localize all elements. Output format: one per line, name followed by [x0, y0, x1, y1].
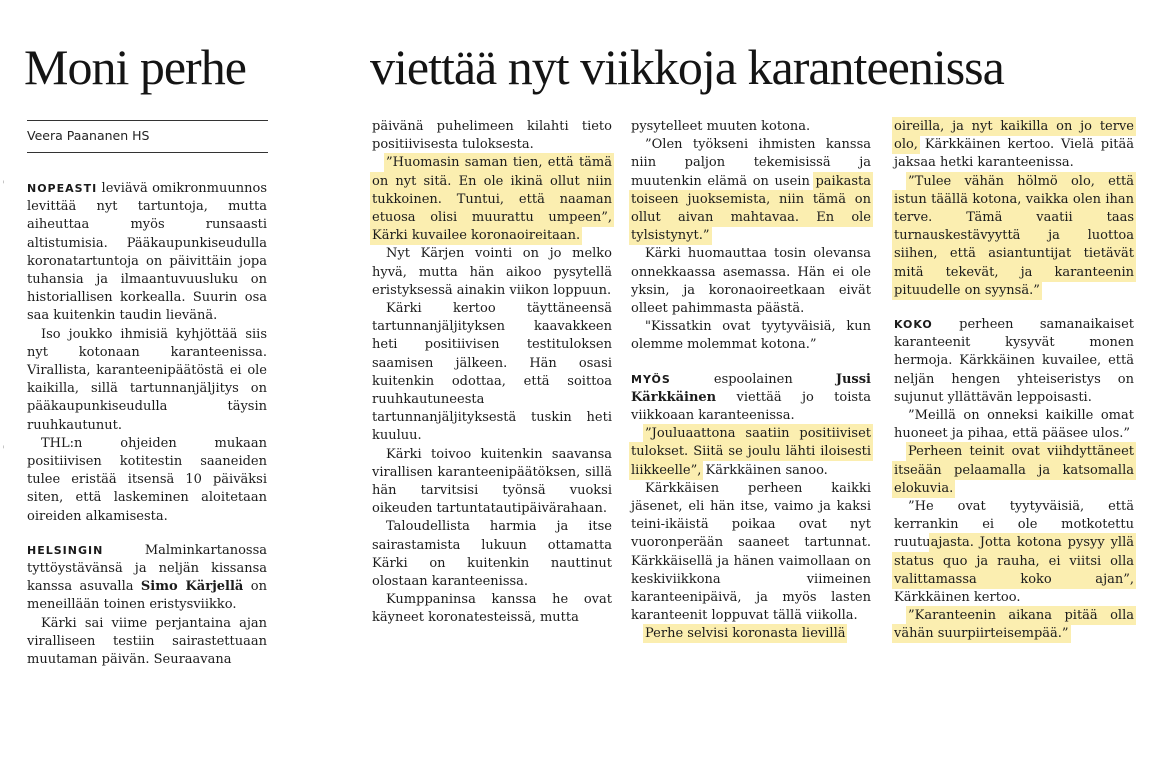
article-column-1: [27, 180, 267, 669]
margin-mark: ': [2, 445, 5, 456]
person-name: Simo Kärjellä: [140, 579, 244, 595]
lead-word: MYÖS: [631, 372, 671, 386]
highlighted-quote: ”Karanteenin aikana pitää olla vähän suurpiirteisempää.”: [894, 608, 1134, 642]
paragraph: "Kissatkin ovat tyytyväisiä, kun olemme molemmat kotona.”: [631, 319, 871, 353]
paragraph: päivänä puhelimeen kilahti tieto positiivisesta tuloksesta.: [372, 119, 612, 153]
paragraph: [894, 607, 1134, 643]
paragraph: [631, 625, 871, 643]
lead-word: HELSINGIN: [27, 543, 104, 557]
article-column-3: [631, 118, 871, 644]
byline-top-rule: [27, 120, 268, 121]
paragraph-text: ”Olen työkseni ihmisten kanssa niin paljon tekemisissä ja muutenkin elämä on usein: [631, 137, 871, 189]
highlighted-text: oireilla, ja nyt kaikilla on jo terve olo,: [894, 119, 1134, 153]
paragraph-text: perheen samanaikaiset karanteenit kysyvät monen hermoja. Kärkkäinen kuvailee, että neljän hengen yhteiseristys on sujunut yllättävän leppoisasti.: [894, 317, 1134, 405]
paragraph-text: leviävä omikronmuunnos levittää nyt tartuntoja, mutta aiheuttaa myös runsaasti altistumisia. Pääkaupunkiseudulla koronatartuntoja on päivittäin jopa tuhansia ja ilmaantuvuusluku on historiallisen korkealla. Suurin osa saa kuitenkin taudin lievänä.: [27, 181, 267, 324]
paragraph-text: viettää jo toista viikkoaan karanteenissa.: [631, 389, 871, 424]
byline-bottom-rule: [27, 152, 268, 153]
paragraph: [631, 371, 871, 426]
paragraph-text: Kärkkäinen kertoo.: [894, 590, 1021, 606]
highlighted-text: Perheen teinit ovat viihdyttäneet itseään pelaamalla ja katsomalla elokuvia.: [894, 444, 1134, 496]
lead-word: KOKO: [894, 318, 933, 332]
paragraph: Kärkkäisen perheen kaikki jäsenet, eli hän itse, vaimo ja kaksi teini-ikäistä poikaa ovat nyt vuoronperään saaneet tartunnat. Kärkkäisellä ja hänen vaimollaan on keskiviikkona viimeinen karanteenipäivä, ja myös lasten karanteenit loppuvat tällä viikolla.: [631, 480, 871, 624]
paragraph: [894, 443, 1134, 498]
paragraph: Kärki kertoo täyttäneensä tartunnanjäljityksen kaavakkeen heti positiivisen testituloksen saamisen jälkeen. Hän osasi kuitenkin odottaa, että soittoa ruuhkautuneesta tartunnanjäljityksestä tuskin heti kuuluu.: [372, 301, 612, 444]
paragraph: Taloudellista harmia ja itse sairastamista lukuun ottamatta Kärki on kuitenkin nauttinut olostaan karanteenissa.: [372, 519, 612, 590]
paragraph-text: Malminkartanossa tyttöystävänsä ja neljän kissansa kanssa asuvalla: [27, 542, 267, 595]
highlighted-quote: ajasta. Jotta kotona pysyy yllä status quo ja rauha, ei viitsi olla valittamassa koko ajan”,: [894, 535, 1134, 587]
paragraph: Kärki sai viime perjantaina ajan viralliseen testiin sairastettuaan muutaman päivän. Seuraavana: [27, 615, 267, 668]
paragraph: ”Meillä on onneksi kaikille omat huoneet ja pihaa, että pääsee ulos.”: [894, 408, 1134, 442]
paragraph: [372, 154, 612, 245]
paragraph: [894, 173, 1134, 300]
paragraph: Iso joukko ihmisiä kyhjöttää siis nyt kotonaan karanteenissa. Virallista, karanteenipäätöstä ei ole kaikilla, sillä tartunnanjäljitys on pääkaupunkiseudulla täysin ruuhkautunut.: [27, 326, 267, 433]
margin-mark: ': [2, 180, 5, 191]
lead-word: NOPEASTI: [27, 182, 98, 195]
paragraph: THL:n ohjeiden mukaan positiivisen kotitestin saaneiden tulee eristää itsensä 10 päiväksi siten, että laskeminen aloitetaan oireiden alkamisesta.: [27, 435, 267, 524]
highlighted-quote: ”Tulee vähän hölmö olo, että istun täällä kotona, vaikka olen ihan terve. Tämä vaatii taas turnauskestävyyttä ja luottoa siihen, että asiantuntijat tietävät mitä tekevät, ja karanteenin pituudelle on syynsä.”: [894, 173, 1134, 298]
highlighted-text: Perhe selvisi koronasta lievillä: [645, 626, 846, 642]
paragraph: [894, 118, 1134, 173]
paragraph: Kärki huomauttaa tosin olevansa onnekkaassa asemassa. Hän ei ole yksin, ja koronaoireetkaan eivät olleet pahimmasta päästä.: [631, 246, 871, 317]
paragraph: [631, 425, 871, 480]
headline-part-2: viettää nyt viikkoja karanteenissa: [370, 39, 1004, 95]
paragraph: [631, 136, 871, 245]
paragraph: [27, 180, 267, 326]
paragraph-text: on meneillään toinen eristysviikko.: [27, 579, 267, 613]
paragraph: [894, 316, 1134, 407]
highlighted-quote: ”Jouluaattona saatiin positiiviset tulokset. Siitä se joulu lähti iloisesti liikkeelle”,: [631, 426, 871, 478]
paragraph-text: ”He ovat tyytyväisiä, että kerrankin ei ole motkotettu ruutu: [894, 499, 1134, 551]
paragraph-text: espoolainen: [713, 371, 793, 387]
byline: Veera Paananen HS: [27, 128, 150, 143]
paragraph: Kumppaninsa kanssa he ovat käyneet koronatesteissä, mutta: [372, 592, 612, 626]
paragraph: Kärki toivoo kuitenkin saavansa virallisen karanteenipäätöksen, sillä hän tarvitsisi työnsä vuoksi oikeuden tartuntatautipäivärahaan.: [372, 446, 612, 517]
paragraph: pysytelleet muuten kotona.: [631, 119, 811, 134]
paragraph: Nyt Kärjen vointi on jo melko hyvä, mutta hän aikoo pysytellä eristyksessä ainakin viikon loppuun.: [372, 246, 612, 298]
paragraph-text: Kärkkäinen sanoo.: [705, 462, 828, 478]
highlighted-quote: paikasta toiseen juoksemista, niin tämä on ollut aivan mahtavaa. En ole tylsistynyt.”: [631, 173, 871, 244]
paragraph: [27, 542, 267, 615]
paragraph-text: Kärkkäinen kertoo. Vielä pitää jaksaa hetki karanteenissa.: [894, 137, 1134, 171]
article-column-4: [894, 118, 1134, 644]
article-column-2: [372, 118, 612, 628]
person-name: Jussi Kärkkäinen: [631, 371, 871, 405]
highlighted-quote: ”Huomasin saman tien, että tämä on nyt sitä. En ole ikinä ollut niin tukkoinen. Tuntui, että naaman etuosa olisi muurattu umpeen”, Kärki kuvailee koronaoireitaan.: [372, 155, 612, 244]
paragraph: [894, 498, 1134, 607]
headline-part-1: Moni perhe: [24, 39, 246, 95]
